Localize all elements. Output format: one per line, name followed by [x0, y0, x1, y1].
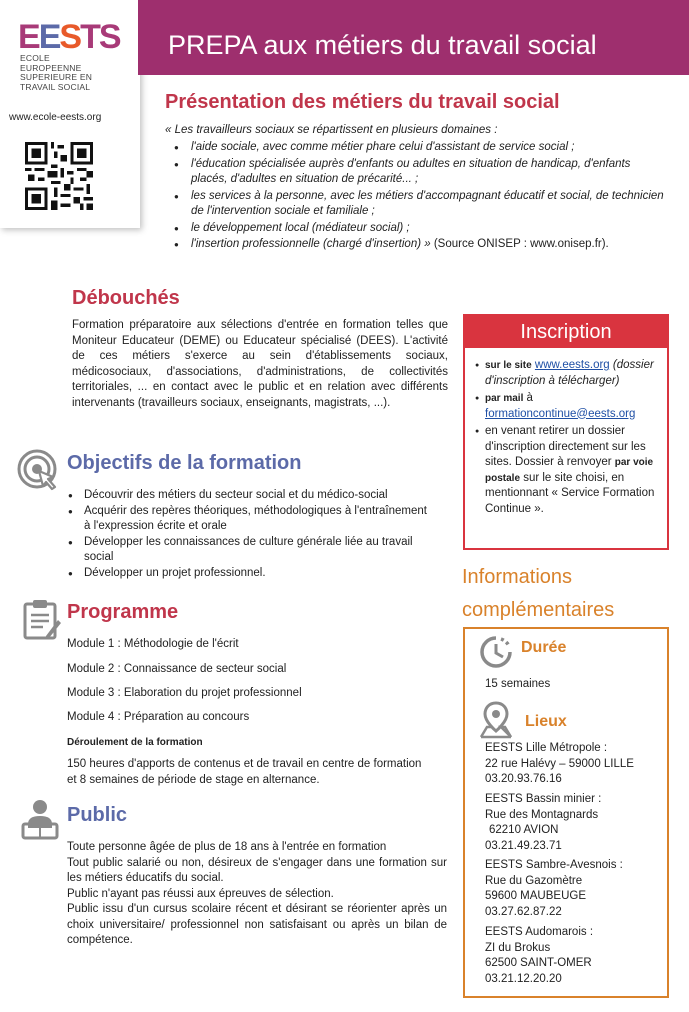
logo-subtitle-line: SUPERIEURE EN [20, 72, 93, 82]
objectifs-list [68, 488, 428, 581]
inscription-heading: Inscription [465, 316, 667, 348]
location-address: 22 rue Halévy – 59000 LILLE [485, 757, 634, 770]
logo-wordmark [18, 18, 120, 56]
module-item: Module 2 : Connaissance de secteur social [67, 663, 287, 675]
inscription-note: (dossier d'inscription à télécharger) [485, 359, 654, 387]
public-text [67, 840, 447, 949]
list-item [174, 237, 664, 253]
list-item: ● le développement local (médiateur social) ; [174, 221, 664, 237]
location-phone: 03.21.49.23.71 [485, 839, 562, 852]
location-city: 62210 AVION [489, 824, 559, 836]
presentation-list [174, 140, 664, 254]
inscription-label: par voie postale [485, 457, 654, 484]
school-url[interactable]: www.ecole-eests.org [9, 112, 102, 123]
public-paragraph: Toute personne âgée de plus de 18 ans à l'entrée en formation [67, 841, 387, 853]
page-title: PREPA aux métiers du travail social [168, 30, 597, 60]
location-name: EESTS Audomarois : [485, 926, 594, 938]
person-reading-icon [20, 798, 64, 842]
location-name: EESTS Lille Métropole : [485, 742, 608, 754]
map-pin-icon [479, 701, 513, 739]
logo-subtitle [20, 54, 92, 92]
logo-letter: E [18, 18, 39, 56]
list-item: ● l'éducation spécialisée auprès d'enfants ou adultes en situation de handicap, d'enfants placés, d'adultes en situation de précarité... ; [174, 157, 664, 188]
inscription-list [465, 348, 667, 517]
location-address: ZI du Brokus [485, 941, 551, 954]
location-address: Rue du Gazomètre [485, 874, 583, 887]
logo-letter: E [38, 18, 60, 56]
list-item-text: l'insertion professionnelle (chargé d'insertion) » [191, 238, 431, 250]
qr-code-icon[interactable] [25, 142, 93, 210]
email-link[interactable]: formationcontinue@eests.org [485, 407, 636, 420]
clipboard-icon [20, 598, 64, 642]
location-entry [485, 741, 634, 788]
inscription-text: sur le site choisi, en mentionnant « Service Formation Continue ». [485, 471, 655, 515]
module-item: Module 4 : Préparation au concours [67, 711, 250, 723]
module-item: Module 1 : Méthodologie de l'écrit [67, 638, 239, 650]
location-phone: 03.21.12.20.20 [485, 972, 562, 985]
list-item: ● Découvrir des métiers du secteur social et du médico-social [68, 488, 428, 504]
header-banner [138, 0, 689, 75]
inscription-text: en venant retirer un dossier d'inscription directement sur les sites. Dossier à renvoyer [485, 425, 646, 468]
objectifs-heading: Objectifs de la formation [67, 452, 302, 474]
logo-subtitle-line: EUROPEENNE [20, 62, 82, 73]
informations-box [463, 627, 669, 998]
location-address: Rue des Montagnards [485, 808, 599, 821]
clock-icon [479, 635, 513, 669]
list-item: ● les services à la personne, avec les métiers d'accompagnant éducatif et social, de technicien de l'intervention sociale et familiale ; [174, 189, 664, 220]
location-name: EESTS Sambre-Avesnois : [485, 859, 623, 871]
website-link[interactable]: www.eests.org [534, 359, 610, 371]
source-citation: (Source ONISEP : www.onisep.fr). [430, 238, 609, 250]
duree-heading: Durée [521, 639, 567, 656]
location-entry [485, 925, 593, 987]
debouches-text: Formation préparatoire aux sélections d'entrée en formation telles que Moniteur Educateur (DEME) ou Educateur spécialisé (DEES). L'activité de ces métiers s'exerce au sein d'établissements sociaux, médicosociaux, d'associations, d'administrations, de collectivités territoriales, ... en contact avec le public et en relation avec différents intervenants (travailleurs sociaux, enseignants, magistrats, ...). [72, 319, 448, 409]
location-city: 62500 SAINT-OMER [485, 957, 592, 969]
target-cursor-icon [17, 447, 61, 491]
location-name: EESTS Bassin minier : [485, 793, 602, 805]
presentation-intro: « Les travailleurs sociaux se répartissent en plusieurs domaines : [165, 124, 498, 136]
lieux-heading: Lieux [525, 713, 567, 730]
informations-heading: Informations complémentaires [462, 566, 615, 621]
inscription-text: à [523, 392, 533, 404]
inscription-item-postal [475, 424, 659, 517]
public-heading: Public [67, 804, 128, 826]
presentation-heading: Présentation des métiers du travail social [165, 91, 560, 113]
inscription-box [463, 314, 669, 550]
inscription-label: sur le site [485, 360, 532, 371]
list-item: ● Développer les connaissances de culture générale liée au travail social [68, 535, 428, 566]
logo-subtitle-line: TRAVAIL SOCIAL [20, 81, 91, 92]
programme-heading: Programme [67, 601, 179, 623]
logo-letter: S [59, 18, 81, 56]
debouches-heading: Débouchés [72, 287, 180, 309]
logo-subtitle-line: ECOLE [20, 53, 50, 63]
location-entry [485, 792, 601, 854]
location-phone: 03.20.93.76.16 [485, 773, 562, 785]
deroulement-heading: Déroulement de la formation [67, 737, 203, 748]
inscription-item-mail [475, 391, 659, 422]
public-paragraph: Tout public salarié ou non, désireux de s'engager dans une formation sur les métiers éducatifs du social. [67, 856, 447, 884]
location-entry [485, 858, 623, 920]
location-city: 59600 MAUBEUGE [485, 890, 586, 902]
list-item: ● l'aide sociale, avec comme métier phare celui d'assistant de service social ; [174, 140, 664, 156]
location-phone: 03.27.62.87.22 [485, 905, 562, 918]
public-paragraph: Public issu d'un cursus scolaire récent et désirant se réorienter après un choix universitaire/ professionnel non satisfaisant ou après un bilan de compétence. [67, 903, 447, 946]
list-item: ● Développer un projet professionnel. [68, 566, 428, 582]
list-item: ● Acquérir des repères théoriques, méthodologiques à l'entraînement à l'expression écrite et orale [68, 504, 428, 535]
logo-letter: TS [80, 18, 120, 56]
logo-card [0, 0, 140, 228]
inscription-item-site [475, 358, 659, 389]
module-item: Module 3 : Elaboration du projet professionnel [67, 687, 302, 699]
duree-value: 15 semaines [485, 678, 551, 690]
deroulement-text: 150 heures d'apports de contenus et de travail en centre de formation et 8 semaines de période de stage en alternance. [67, 758, 422, 786]
inscription-label: par mail [485, 393, 524, 404]
public-paragraph: Public n'ayant pas réussi aux épreuves de sélection. [67, 887, 334, 900]
